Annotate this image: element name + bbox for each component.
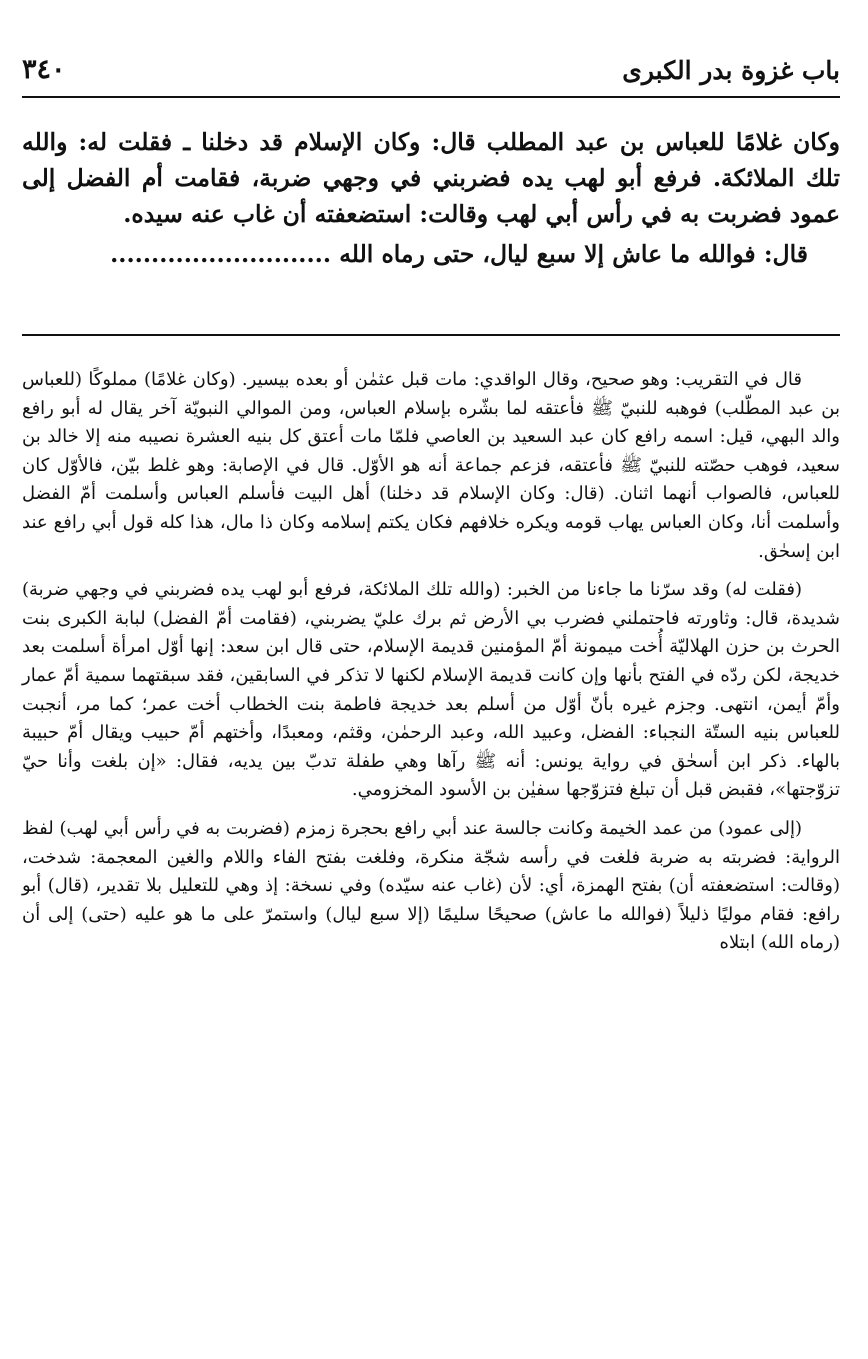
commentary-paragraph-3: (إلى عمود) من عمد الخيمة وكانت جالسة عند أبي رافع بحجرة زمزم (فضربت به في رأس أبي لهب) لفظ الرواية: فضربته به ضربة فلغت في رأسه شجّة منكرة، وفلغت بفتح الفاء واللام والغين المعجمة: شدخت، (وقالت: استضعفته أن) بفتح الهمزة، أي: لأن (غاب عنه سيّده) وفي نسخة: إذ وهي للتعليل بلا تقدير، (قال) أبو رافع: فقام موليًا ذليلاً (فوالله ما عاش) صحيحًا سليمًا (إلا سبع ليال) واستمرّ على ما هو عليه (حتى) إلى أن (رماه الله) ابتلاه <box>22 817 840 954</box>
header-divider <box>22 96 840 98</box>
commentary-paragraph-1: قال في التقريب: وهو صحيح، وقال الواقدي: مات قبل عثمٰن أو بعده بيسير. (وكان غلامًا) مملوكًا (للعباس بن عبد المطّلب) فوهبه للنبيّ ﷺ فأعتقه لما بشّره بإسلام العباس، ومن الموالي النبويّة آخر يقال له أبو رافع والد البهي، قيل: اسمه رافع كان عبد السعيد بن العاصي فلمّا مات أعتق كل بنيه العشرة نصيبه منه إلا خالد بن سعيد، فوهب حصّته للنبيّ ﷺ فأعتقه، فزعم جماعة أنه هو الأوّل. قال في الإصابة: وهو غلط بيّن، فالأوّل كان للعباس، فالصواب أنهما اثنان. (قال: وكان الإسلام قد دخلنا) أهل البيت فأسلم العباس وأسلمت أمّ الفضل وأسلمت أنا، وكان العباس يهاب قومه ويكره خلافهم فكان يكتم إسلامه وكان ذا مال، هذا كله قول أبي رافع عند ابن إسحٰق. <box>22 369 841 562</box>
page-number: ٣٤٠ <box>22 54 66 85</box>
commentary-paragraph-2: (فقلت له) وقد سرّنا ما جاءنا من الخبر: (والله تلك الملائكة، فرفع أبو لهب يده فضربني في وجهي ضربة) شديدة، قال: وثاورته فاحتملني فضرب بي الأرض ثم برك عليّ يضربني، (فقامت أمّ الفضل) لبابة الكبرى بنت الحرث بن حزن الهلاليّة أُخت ميمونة أمّ المؤمنين قديمة الإسلام، حتى قال ابن سعد: إنها أوّل امرأة أسلمت بعد خديجة، لكن ردّه في الفتح بأنها وإن كانت قديمة الإسلام لكنها لا تذكر في السابقين، فقد سبقتهما سمية أمّ عمار وأمّ أيمن، انتهى. وجزم غيره بأنّ أوّل من أسلم بعد خديجة فاطمة بنت الخطاب أخت عمر؛ كما مر، أنجبت للعباس بنيه الستّة النجباء: الفضل، وعبيد الله، وعبد الرحمٰن، وقثم، ومعبدًا، وأختهم أمّ حبيب ويقال أمّ حبيبة بالهاء. ذكر ابن أسحٰق في رواية يونس: أنه ﷺ رآها وهي طفلة تدبّ بين يديه، فقال: «إن بلغت وأنا حيّ تزوّجتها»، فقبض قبل أن تبلغ فتزوّجها سفيٰن بن الأسود المخزومي. <box>22 579 840 801</box>
main-text <box>22 124 840 272</box>
page-header <box>22 50 840 90</box>
main-last-line: قال: فوالله ما عاش إلا سبع ليال، حتى رماه الله ........................... <box>110 240 808 268</box>
chapter-title: باب غزوة بدر الكبرى <box>622 56 840 85</box>
commentary-divider <box>22 334 840 336</box>
commentary <box>22 366 840 968</box>
main-paragraph: وكان غلامًا للعباس بن عبد المطلب قال: وكان الإسلام قد دخلنا ـ فقلت له: والله تلك الملائكة. فرفع أبو لهب يده فضربني في وجهي ضربة، فقامت أم الفضل إلى عمود فضربت به في رأس أبي لهب وقالت: استضعفته أن غاب عنه سيده. <box>22 128 840 228</box>
